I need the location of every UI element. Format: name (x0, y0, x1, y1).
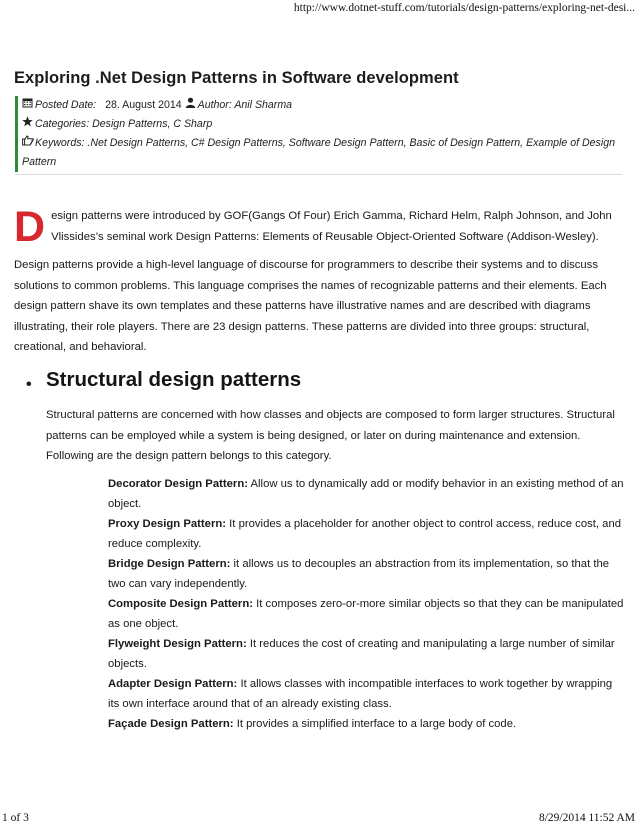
pattern-text: It allows classes with incompatible interfaces to work together by wrapping its own interface around that of an already existing class. (108, 678, 613, 710)
user-icon (185, 96, 197, 115)
print-page-number: 1 of 3 (2, 812, 29, 824)
pattern-text: it allows us to decouples an abstraction from its implementation, so that the two can vary independently. (108, 558, 610, 590)
intro-paragraph (14, 203, 614, 251)
list-item (108, 594, 626, 634)
print-header-url: http://www.dotnet-stuff.com/tutorials/design-patterns/exploring-net-desi... (293, 2, 635, 14)
list-item (108, 554, 626, 594)
pattern-name: Decorator Design Pattern: (108, 478, 248, 490)
pattern-name: Adapter Design Pattern: (108, 678, 238, 690)
star-icon (22, 115, 34, 134)
article-meta (15, 96, 622, 172)
pattern-name: Proxy Design Pattern: (108, 518, 227, 530)
meta-keywords-line (22, 134, 622, 172)
keywords[interactable]: Keywords: .Net Design Patterns, C# Design Patterns, Software Design Pattern, Basic of Design Pattern, Example of Design Pattern (22, 137, 615, 168)
drop-cap: D (14, 203, 46, 251)
pattern-text: It provides a placeholder for another object to control access, reduce cost, and reduce complexity. (108, 518, 622, 550)
posted-date-label: Posted Date: (35, 99, 97, 111)
pattern-name: Flyweight Design Pattern: (108, 638, 247, 650)
list-item (108, 634, 626, 674)
meta-posted-line (22, 96, 622, 115)
categories[interactable]: Categories: Design Patterns, C Sharp (35, 118, 213, 130)
intro-text: esign patterns were introduced by GOF(Gangs Of Four) Erich Gamma, Richard Helm, Ralph Johnson, and John Vlissides’s seminal work Design Patterns: Elements of Reusable Object-Oriented Software (Addison-Wesley). (51, 210, 612, 243)
pattern-text: It reduces the cost of creating and manipulating a large number of similar objects. (108, 638, 615, 670)
article-title: Exploring .Net Design Patterns in Software development (14, 69, 459, 87)
pattern-text: It provides a simplified interface to a large body of code. (233, 718, 517, 730)
pattern-text: It composes zero-or-more similar objects so that they can be manipulated as one object. (108, 598, 624, 630)
hand-point-right-icon (22, 134, 34, 153)
body-paragraph: Design patterns provide a high-level language of discourse for programmers to describe their systems and to discuss solutions to common problems. This language comprises the names of recognizable patterns and their elements. Each design pattern shave its own templates and these patterns have illustrative names and are described with diagrams illustrating, their role players. There are 23 design patterns. These patterns are divided into three groups: structural, creational, and behavioral. (14, 259, 607, 353)
list-item (108, 514, 626, 554)
section-heading: Structural design patterns (46, 368, 302, 391)
pattern-text: Allow us to dynamically add or modify behavior in an existing method of an object. (108, 478, 624, 510)
print-timestamp: 8/29/2014 11:52 AM (538, 812, 635, 824)
calendar-icon (22, 96, 34, 115)
list-item (108, 714, 626, 734)
pattern-name: Bridge Design Pattern: (108, 558, 231, 570)
pattern-name: Façade Design Pattern: (108, 718, 234, 730)
section-description: Structural patterns are concerned with how classes and objects are composed to form larger structures. Structural patterns can be employed while a system is being designed, or later on during maintenance and extension. Following are the design pattern belongs to this category. (46, 409, 615, 462)
pattern-name: Composite Design Pattern: (108, 598, 253, 610)
pattern-list (108, 474, 626, 734)
meta-divider (15, 174, 622, 175)
list-item (108, 474, 626, 514)
section-bullet: • (26, 376, 32, 393)
meta-categories-line (22, 115, 622, 134)
author: Author: Anil Sharma (197, 99, 293, 111)
posted-date: 28. August 2014 (105, 99, 182, 111)
list-item (108, 674, 626, 714)
